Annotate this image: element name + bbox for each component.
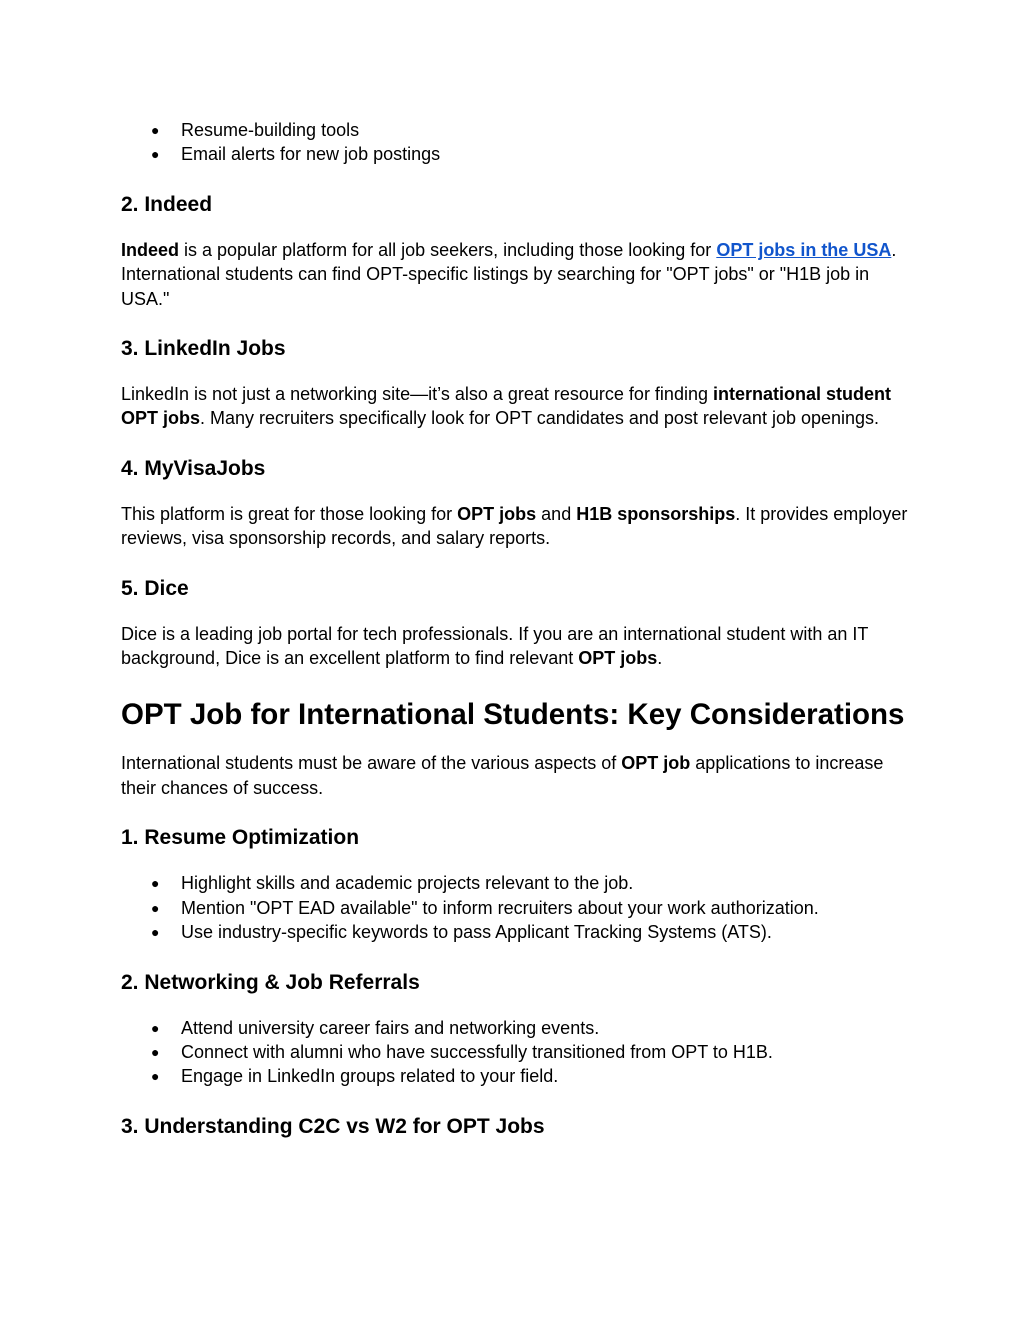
top-bullet-list (121, 118, 911, 167)
indeed-paragraph: Indeed is a popular platform for all job seekers, including those looking for OPT jobs in the USA. International students can find OPT-specific listings by searching for "OPT jobs" or "H1B job in USA." (121, 239, 897, 309)
list-item: ● Connect with alumni who have successfully transitioned from OPT to H1B. (121, 1040, 911, 1064)
list-item: ● Engage in LinkedIn groups related to your field. (121, 1064, 911, 1088)
list-item: ● Attend university career fairs and networking events. (121, 1016, 911, 1040)
considerations-paragraph: International students must be aware of the various aspects of OPT job applications to increase their chances of success. (121, 753, 884, 798)
dice-paragraph: Dice is a leading job portal for tech professionals. If you are an international student with an IT background, Dice is an excellent platform to find relevant OPT jobs. (121, 623, 869, 669)
myvisajobs-heading: 4. MyVisaJobs (121, 456, 266, 480)
list-item: ● Mention "OPT EAD available" to inform recruiters about your work authorization. (121, 896, 911, 920)
list-item: ● Highlight skills and academic projects relevant to the job. (121, 871, 911, 895)
networking-heading: 2. Networking & Job Referrals (121, 970, 420, 994)
linkedin-heading: 3. LinkedIn Jobs (121, 337, 286, 361)
indeed-bold: Indeed (121, 239, 180, 260)
myvisajobs-paragraph: This platform is great for those looking for OPT jobs and H1B sponsorships. It provides employer reviews, visa sponsorship records, and salary reports. (121, 503, 908, 549)
networking-bullet-list (121, 1016, 911, 1089)
resume-bullet-list (121, 871, 911, 944)
opt-jobs-usa-link[interactable]: OPT jobs in the USA (716, 239, 892, 260)
dice-heading: 5. Dice (121, 576, 189, 600)
list-item: ● Email alerts for new job postings (121, 142, 911, 166)
considerations-heading: OPT Job for International Students: Key Considerations (121, 698, 905, 732)
list-item: ● Use industry-specific keywords to pass Applicant Tracking Systems (ATS). (121, 920, 911, 944)
resume-heading: 1. Resume Optimization (121, 826, 360, 850)
document-content (121, 118, 911, 1140)
indeed-heading: 2. Indeed (121, 192, 213, 216)
list-item: ● Resume-building tools (121, 118, 911, 142)
c2c-heading: 3. Understanding C2C vs W2 for OPT Jobs (121, 1114, 545, 1138)
linkedin-paragraph: LinkedIn is not just a networking site—it’s also a great resource for finding international student OPT jobs. Many recruiters specifically look for OPT candidates and post relevant job openings. (121, 384, 891, 429)
